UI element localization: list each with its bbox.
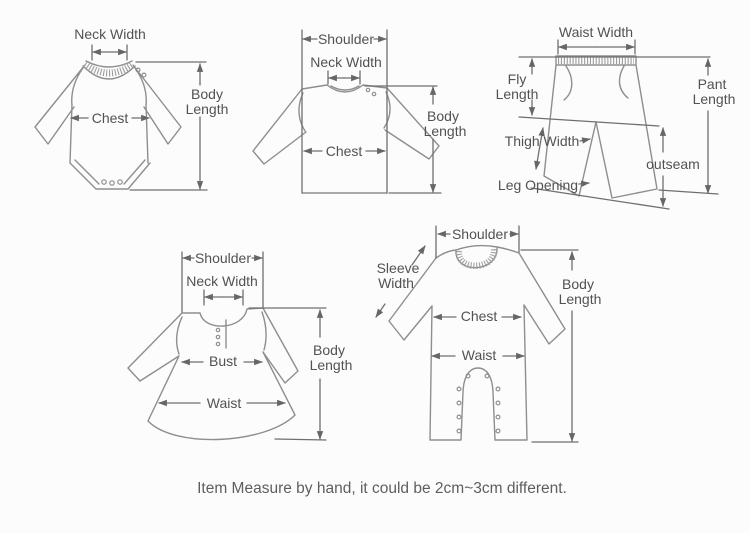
dress-body-length-label: Body — [313, 342, 345, 358]
pants-leg-opening-label: Leg Opening — [497, 177, 579, 193]
shirt-figure — [253, 30, 466, 193]
romper-shoulder-label: Shoulder — [451, 226, 509, 242]
romper-body-length-label: Length — [558, 291, 602, 307]
shirt-shoulder-label: Shoulder — [317, 31, 375, 47]
romper-body-length-label: Body — [562, 276, 594, 292]
pants-pant-length-label: Pant — [697, 76, 727, 92]
snap-dot — [457, 387, 461, 391]
snap-dot — [496, 387, 500, 391]
shirt-body-length-label: Length — [423, 123, 467, 139]
shirt-neck-width-label: Neck Width — [310, 54, 382, 70]
placket-button — [216, 335, 219, 338]
bodysuit-body-length-label: Length — [185, 101, 229, 117]
pants-waist-width-label: Waist Width — [558, 24, 634, 40]
pants-thigh-width-dim-arrow-down — [536, 148, 540, 169]
measurement-disclaimer-note: Item Measure by hand, it could be 2cm~3cm different. — [197, 480, 567, 497]
bodysuit-body-length-label: Body — [191, 86, 223, 102]
snap-dot — [496, 401, 500, 405]
snap-dot — [102, 180, 106, 184]
snap-dot — [496, 415, 500, 419]
shoulder-button — [366, 88, 369, 91]
pants-leg-opening-pointer-arrow — [579, 183, 589, 184]
bodysuit-neck-width-label: Neck Width — [74, 26, 146, 42]
shoulder-button — [136, 68, 140, 72]
snap-dot — [118, 180, 122, 184]
snap-dot — [457, 401, 461, 405]
bodysuit-figure — [35, 26, 228, 190]
pants-fly-length-label: Fly — [507, 71, 527, 87]
shirt-body-length-label: Body — [427, 108, 459, 124]
dress-bust-label: Bust — [208, 353, 238, 369]
dress-shoulder-label: Shoulder — [194, 250, 252, 266]
bodysuit-chest-label: Chest — [91, 110, 129, 126]
snap-dot — [466, 374, 470, 378]
snap-dot — [457, 429, 461, 433]
snap-dot — [496, 429, 500, 433]
pants-fly-length-label: Length — [495, 86, 539, 102]
dress-outline — [128, 308, 298, 440]
dress-figure — [128, 250, 352, 440]
snap-dot — [485, 374, 489, 378]
shirt-chest-label: Chest — [325, 143, 363, 159]
pants-thigh-width-label: Thigh Width — [504, 133, 580, 149]
placket-button — [216, 328, 219, 331]
bodysuit-collar-ribbing — [85, 64, 133, 73]
dress-neck-width-label: Neck Width — [186, 273, 258, 289]
romper-sleeve-width-arrow-down — [376, 304, 385, 317]
dress-body-length-label: Length — [309, 357, 353, 373]
shoulder-button — [142, 73, 146, 77]
romper-chest-label: Chest — [460, 308, 498, 324]
pants-thigh-width-pointer-arrow — [580, 139, 590, 141]
shirt-outline — [253, 85, 439, 193]
romper-collar-ribbing — [459, 249, 494, 266]
romper-sleeve-width-label: Sleeve — [376, 260, 420, 276]
pants-outseam-label: outseam — [646, 156, 700, 172]
romper-waist-label: Waist — [461, 347, 497, 363]
snap-dot — [457, 415, 461, 419]
romper-figure — [376, 226, 601, 442]
pants-figure — [496, 24, 736, 209]
placket-button — [216, 342, 219, 345]
shoulder-button — [372, 92, 375, 95]
romper-sleeve-width-label: Width — [378, 275, 414, 291]
pants-pant-length-label: Length — [692, 91, 736, 107]
snap-dot — [110, 181, 114, 185]
dress-waist-label: Waist — [206, 395, 242, 411]
